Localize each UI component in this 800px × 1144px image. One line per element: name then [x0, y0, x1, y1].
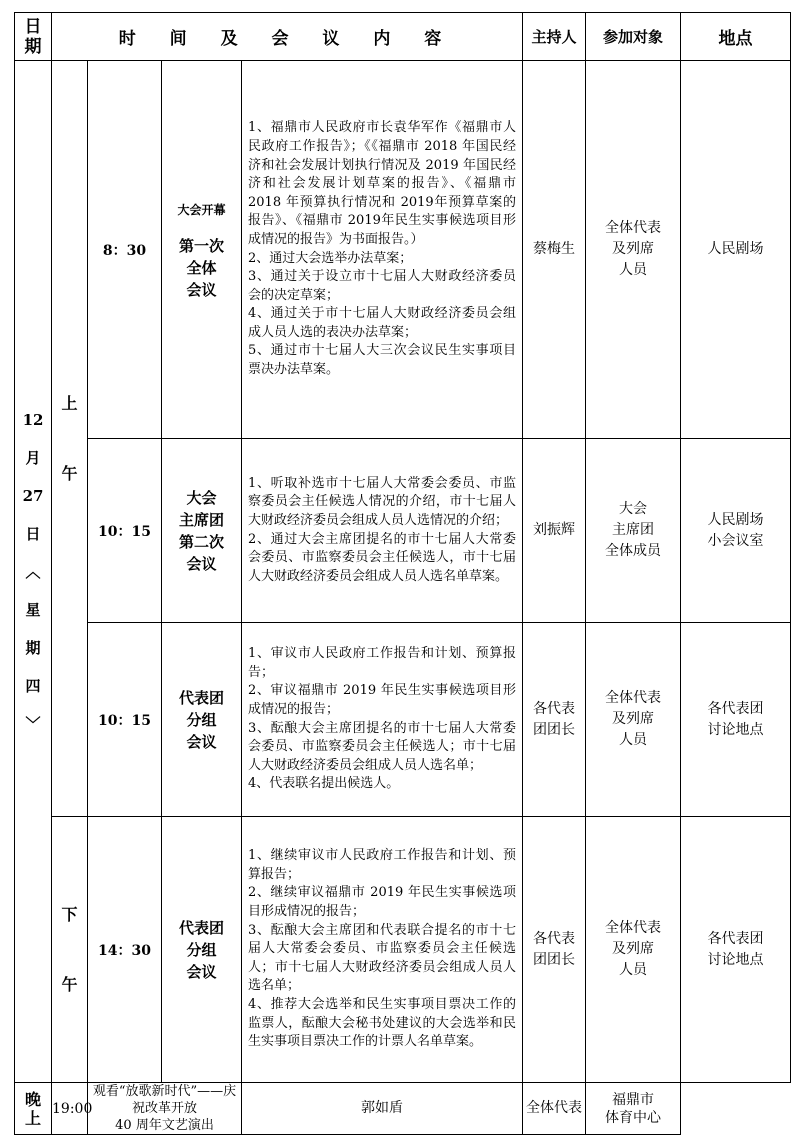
- schedule-table-wrapper: [14, 12, 790, 1135]
- content-item: 2、继续审议福鼎市 2019 年民生实事候选项目形成情况的报告；: [248, 885, 517, 920]
- session-time: 14：30: [88, 817, 162, 1083]
- content-item: 3、通过关于设立市十七届人大财政经济委员会的决定草案；: [248, 269, 517, 303]
- session-host: [523, 623, 586, 817]
- host-line: 各代表: [533, 930, 576, 947]
- session-row-4: [15, 817, 791, 1083]
- session-type: [162, 623, 242, 817]
- session-type-line: 会议: [186, 732, 217, 751]
- header-location: 地点: [681, 13, 791, 61]
- session-time: 10：15: [88, 439, 162, 623]
- location-line: 小会议室: [707, 532, 764, 549]
- content-item: 4、通过关于市十七届人大财政经济委员会组成人员人选的表决办法草案；: [248, 306, 517, 340]
- location-line: 体育中心: [605, 1109, 662, 1126]
- session-type-line: 第一次: [178, 236, 224, 255]
- session-host: 刘振辉: [523, 439, 586, 623]
- header-participants: 参加对象: [586, 13, 681, 61]
- content-item: 2、通过大会主席团提名的市十七届人大常委会委员、市监察委员会主任候选人，市十七届人大财政经济委员会组成人员人选名单草案。: [248, 531, 517, 584]
- session-type-line: 第二次: [178, 532, 224, 551]
- content-item: 4、代表联名提出候选人。: [248, 776, 400, 792]
- content-item: 2、通过大会选举办法草案；: [248, 250, 413, 266]
- session-type-small: 大会开幕: [177, 202, 226, 217]
- session-type: [162, 817, 242, 1083]
- session-content: [242, 61, 523, 439]
- date-cell: [15, 61, 52, 1083]
- location-line: 福鼎市: [612, 1091, 655, 1108]
- session-location: [681, 817, 791, 1083]
- session-row-1: [15, 61, 791, 439]
- header-row: [15, 13, 791, 61]
- session-location: [681, 439, 791, 623]
- location-line: 各代表团: [707, 700, 764, 717]
- host-line: 团团长: [533, 951, 576, 968]
- session-row-3: [15, 623, 791, 817]
- session-type-line: 会议: [186, 280, 217, 299]
- session-content: [242, 623, 523, 817]
- participants-line: 人员: [619, 962, 648, 978]
- participants-line: 全体成员: [605, 543, 662, 559]
- session-participants: [586, 61, 681, 439]
- session-host: 蔡梅生: [523, 61, 586, 439]
- participants-line: 及列席: [612, 941, 655, 957]
- content-item: 4、推荐大会选举和民生实事项目票决工作的监票人，酝酿大会秘书处建议的大会选举和民生实事项目票决工作的计票人名单草案。: [248, 996, 517, 1050]
- session-type-line: 会议: [186, 554, 217, 573]
- participants-line: 主席团: [612, 522, 655, 538]
- location-line: 讨论地点: [707, 951, 764, 968]
- session-type-line: 代表团: [178, 918, 224, 937]
- header-host: 主持人: [523, 13, 586, 61]
- content-item: 1、审议市人民政府工作报告和计划、预算报告；: [248, 646, 517, 680]
- session-type-line: 分组: [186, 940, 217, 959]
- session-time: 10：15: [88, 623, 162, 817]
- afternoon-label: [52, 817, 88, 1083]
- date-char: 日: [25, 524, 41, 543]
- location-line: 讨论地点: [707, 721, 764, 738]
- session-location: [681, 623, 791, 817]
- content-item: 1、听取补选市十七届人大常委会委员、市监察委员会主任候选人情况的介绍，市十七届人大财政经济委员会组成人员人选情况的介绍；: [248, 475, 517, 528]
- session-host: [523, 817, 586, 1083]
- evening-content-line: 40 周年文艺演出: [115, 1118, 214, 1133]
- content-item: 5、通过市十七届人大三次会议民生实事项目票决办法草案。: [248, 343, 517, 378]
- session-type-line: 代表团: [178, 688, 224, 707]
- date-char: 12: [22, 410, 44, 429]
- participants-line: 及列席: [612, 711, 655, 727]
- host-line: 各代表: [533, 700, 576, 717]
- participants-line: 全体代表: [605, 220, 662, 236]
- participants-line: 大会: [619, 501, 648, 517]
- location-line: 人民剧场: [707, 241, 764, 257]
- location-line: 人民剧场: [707, 511, 764, 528]
- header-main: 时 间 及 会 议 内 容: [52, 13, 523, 61]
- session-type-line: 主席团: [178, 510, 224, 529]
- content-item: 3、酝酿大会主席团和代表联合提名的市十七届人大常委会委员、市监察委员会主任候选人；市十七届人大财政经济委员会组成人员人选名单；: [248, 922, 517, 994]
- session-content: [242, 817, 523, 1083]
- evening-content-line: 观看“放歌新时代”——庆祝改革开放: [92, 1084, 237, 1116]
- schedule-table: [14, 12, 791, 1135]
- date-char: ︿: [25, 562, 41, 581]
- session-participants: [586, 623, 681, 817]
- session-type: [162, 61, 242, 439]
- session-type-line: 分组: [186, 710, 217, 729]
- header-date-char-2: 期: [24, 36, 42, 57]
- date-char: 四: [25, 676, 41, 695]
- host-line: 团团长: [533, 721, 576, 738]
- content-item: 3、酝酿大会主席团提名的市十七届人大常委会委员、市监察委员会主任候选人；市十七届人大财政经济委员会组成人员人选名单；: [248, 720, 517, 773]
- date-char: ﹀: [25, 714, 41, 733]
- evening-row: [15, 1083, 791, 1135]
- evening-participants: 全体代表: [523, 1083, 586, 1135]
- session-time: 8：30: [88, 61, 162, 439]
- session-row-2: [15, 439, 791, 623]
- participants-line: 全体代表: [605, 920, 662, 936]
- participants-line: 人员: [619, 732, 648, 748]
- session-participants: [586, 439, 681, 623]
- session-type: [162, 439, 242, 623]
- session-location: [681, 61, 791, 439]
- date-char: 星: [25, 600, 41, 619]
- evening-label: [15, 1083, 52, 1135]
- morning-label: [52, 61, 88, 817]
- header-date: [15, 13, 52, 61]
- session-type-line: 会议: [186, 962, 217, 981]
- morning-char: 上: [61, 393, 78, 413]
- evening-content: [88, 1083, 242, 1135]
- location-line: 各代表团: [707, 930, 764, 947]
- evening-host: 郭如盾: [242, 1083, 523, 1135]
- session-type-line: 全体: [186, 258, 217, 277]
- content-item: 1、福鼎市人民政府市长袁华军作《福鼎市人民政府工作报告》；《《福鼎市 2018 年国民经济和社会发展计划执行情况及 2019 年国民经济和社会发展计划草案的报告》、《福鼎市 2018 年预算执行情况和 2019年预算草案的报告》、《福鼎市 2019年民生实事候选项目形成情况的报告》为书面报告。）: [248, 120, 517, 247]
- participants-line: 及列席: [612, 241, 655, 257]
- evening-char: 上: [24, 1108, 41, 1128]
- session-participants: [586, 817, 681, 1083]
- header-date-char-1: 日: [24, 16, 42, 37]
- session-content: [242, 439, 523, 623]
- morning-char: 午: [61, 463, 78, 483]
- evening-location: [586, 1083, 681, 1135]
- afternoon-char: 下: [61, 904, 78, 924]
- date-char: 27: [22, 486, 44, 505]
- participants-line: 全体代表: [605, 690, 662, 706]
- content-item: 2、审议福鼎市 2019 年民生实事候选项目形成情况的报告；: [248, 683, 517, 717]
- date-char: 月: [25, 448, 41, 467]
- content-item: 1、继续审议市人民政府工作报告和计划、预算报告；: [248, 848, 517, 882]
- session-type-line: 大会: [186, 488, 217, 507]
- participants-line: 人员: [619, 262, 648, 278]
- date-char: 期: [25, 638, 41, 657]
- afternoon-char: 午: [61, 974, 78, 994]
- evening-char: 晚: [24, 1089, 41, 1109]
- evening-time: 19:00: [52, 1083, 88, 1135]
